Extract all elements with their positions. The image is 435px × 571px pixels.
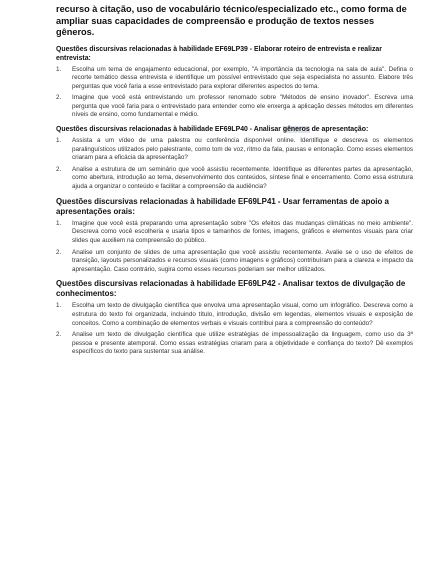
question-item	[56, 94, 413, 120]
section-heading: Questões discursivas relacionadas à habilidade EF69LP42 - Analisar textos de divulgação de conhecimentos:	[56, 279, 406, 299]
selected-word[interactable]: gêneros	[282, 126, 310, 134]
question-list	[56, 220, 413, 275]
section-heading	[56, 125, 413, 134]
question-list	[56, 302, 413, 357]
question-item	[56, 66, 413, 92]
question-text: Analise um texto de divulgação científica que utilize estratégias de impessoalização da linguagem, como uso da 3ª pessoa e presente atemporal. Como essas estratégias criaram para a objetividade e confiança do texto? Dê exemplos específicos do texto para sustentar sua análise.	[72, 331, 413, 356]
section-ef69lp39	[56, 45, 413, 121]
question-item	[56, 331, 413, 357]
question-number: 1.	[56, 302, 62, 310]
section-heading: Questões discursivas relacionadas à habilidade EF69LP41 - Usar ferramentas de apoio a apresentações orais:	[56, 196, 389, 216]
heading-text: Questões discursivas relacionadas à habilidade EF69LP40 - Analisar	[56, 126, 283, 134]
question-item	[56, 166, 413, 192]
question-number: 2.	[56, 94, 62, 102]
question-item	[56, 249, 413, 275]
question-text: Escolha um texto de divulgação científica que envolva uma apresentação visual, como um infográfico. Descreva como a estrutura do texto foi organizada, incluindo título, introdução, divisão em legendas, elementos visuais e exposição de conceitos. Como a combinação de elementos verbais e visuais contribui para a compreensão do conteúdo?	[72, 302, 413, 327]
question-list	[56, 137, 413, 192]
question-number: 1.	[56, 65, 62, 73]
question-text: Imagine que você está entrevistando um professor renomado sobre "Métodos de ensino inovador". Escreva uma pergunta que você faria para o entrevistado para entender como ele enxerga a aplicação desses métodos em diferentes níveis de ensino, como fundamental e médio.	[72, 94, 413, 119]
question-item	[56, 220, 413, 246]
section-ef69lp42	[56, 279, 413, 357]
question-text: Analise um conjunto de slides de uma apresentação que você assistiu recentemente. Avalie se o uso de efeitos de transição, layouts personalizados e recursos visuais (como imagens e gráficos) contribuíram para a clareza e impacto da apresentação. Caso contrário, sugira como esses recursos poderiam ser melhor utilizados.	[72, 248, 413, 273]
question-number: 1.	[56, 137, 62, 145]
section-ef69lp40	[56, 125, 413, 192]
question-list	[56, 66, 413, 121]
heading-text: de apresentação:	[309, 126, 369, 134]
question-item	[56, 302, 413, 328]
question-text: Analise a estrutura de um seminário que você assistiu recentemente. Identifique as diferentes partes da apresentação, como abertura, introdução ao tema, desenvolvimento dos conteúdos, síntese final e encerramento. Como essa estrutura ajuda a organizar o conteúdo e facilitar a compreensão da audiência?	[72, 165, 413, 191]
question-number: 2.	[56, 165, 62, 173]
question-text: Imagine que você está preparando uma apresentação sobre "Os efeitos das mudanças climáticas no meio ambiente". Descreva como você escolheria e usaria tipos e tamanhos de fontes, imagens, gráficos e elementos visuais para criar slides que auxiliem na compreensão do público.	[72, 219, 413, 245]
question-number: 2.	[56, 248, 62, 256]
question-text: Assista a um vídeo de uma palestra ou conferência disponível online. Identifique e descreva os elementos paralinguísticos utilizados pelo palestrante, como tom de voz, ritmo da fala, pausas e entonação. Como esses elementos criaram para a eficácia da apresentação?	[72, 137, 413, 162]
question-number: 1.	[56, 219, 62, 227]
question-item	[56, 137, 413, 163]
question-number: 2.	[56, 331, 62, 339]
section-ef69lp41	[56, 197, 413, 275]
intro-paragraph: recurso à citação, uso de vocabulário técnico/especializado etc., como forma de ampliar suas capacidades de compreensão e produção de textos nesses gêneros.	[56, 4, 407, 37]
section-heading: Questões discursivas relacionadas à habilidade EF69LP39 - Elaborar roteiro de entrevista e realizar entrevista:	[56, 45, 382, 62]
question-text: Escolha um tema de engajamento educacional, por exemplo, "A importância da tecnologia na sala de aula". Defina o recorte temático dessa entrevista e identifique um possível entrevistado que seja especialista no assunto. Elabore três perguntas que você faria a esse entrevistado para explorar diferentes aspectos do tema.	[72, 65, 413, 90]
